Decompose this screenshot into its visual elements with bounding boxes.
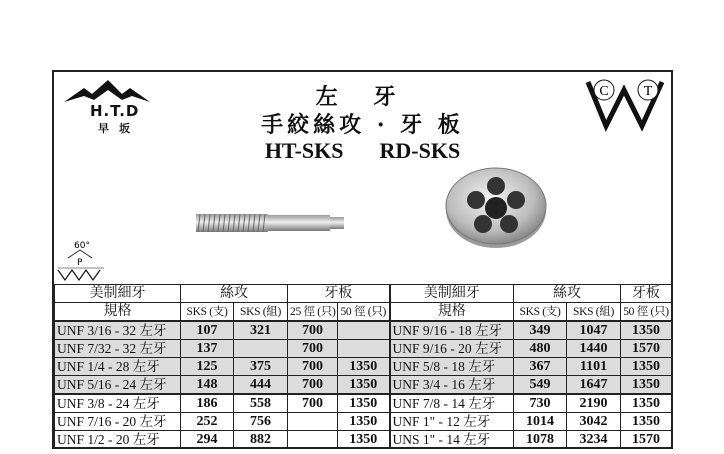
ctw-logo [584,76,668,132]
table-row [55,431,672,449]
size-table [54,284,672,449]
cell: 349 [514,321,567,340]
table-row [55,394,672,413]
cell: UNF 9/16 - 20 左牙 [390,340,514,358]
cell: UNF 9/16 - 18 左牙 [390,321,514,340]
right-col1-header: SKS (支) [514,303,567,322]
brand-sub: 早坂 [98,122,140,135]
cell: 700 [288,394,338,413]
die-code: RD-SKS [379,138,461,163]
thread-profile-icon [56,236,106,286]
table-row [55,376,672,395]
cell: 1350 [621,321,672,340]
cell: 700 [288,376,338,395]
cell: 558 [234,394,288,413]
cell: 730 [514,394,567,413]
cell: UNF 3/8 - 24 左牙 [55,394,181,413]
cell: 1101 [567,358,621,376]
brand-name: H.T.D [90,102,140,120]
cell: 125 [181,358,234,376]
cell: 1350 [338,394,390,413]
right-tap-header: 絲攻 [514,285,621,303]
cell: 1014 [514,413,567,431]
cell: 294 [181,431,234,449]
header-row-2 [55,303,672,322]
cell: UNF 1/2 - 20 左牙 [55,431,181,449]
left-col2-header: SKS (組) [234,303,288,322]
left-col1-header: SKS (支) [181,303,234,322]
cell: 882 [234,431,288,449]
cell: 3234 [567,431,621,449]
cell: 444 [234,376,288,395]
cell: UNF 3/4 - 16 左牙 [390,376,514,395]
table-row [55,358,672,376]
cell: 321 [234,321,288,340]
cell [288,413,338,431]
thread-angle: 60° [74,241,90,251]
right-die-header: 牙板 [621,285,672,303]
tap-code: HT-SKS [264,138,344,163]
left-col4-header: 50 徑 (只) [338,303,390,322]
cell: 367 [514,358,567,376]
cell: 3042 [567,413,621,431]
header [54,72,671,284]
left-col3-header: 25 徑 (只) [288,303,338,322]
cell: 1350 [621,358,672,376]
ctw-t: T [643,84,653,99]
cell: 480 [514,340,567,358]
right-col2-header: SKS (組) [567,303,621,322]
cell: UNF 7/16 - 20 左牙 [55,413,181,431]
cell: 549 [514,376,567,395]
cell: 1440 [567,340,621,358]
table-row [55,413,672,431]
catalog-sheet [52,70,673,449]
title-line-1: 左 牙 [315,84,410,110]
table-row [55,340,672,358]
thread-pitch: P [77,258,83,268]
cell [234,340,288,358]
cell: UNF 5/8 - 18 左牙 [390,358,514,376]
cell: 1570 [621,431,672,449]
cell: 137 [181,340,234,358]
cell: 700 [288,340,338,358]
cell: 1350 [621,376,672,395]
cell: 148 [181,376,234,395]
cell: 1350 [338,431,390,449]
cell: 1350 [621,394,672,413]
die-illustration [442,164,550,254]
cell [338,321,390,340]
cell: UNF 1/4 - 28 左牙 [55,358,181,376]
left-die-header: 牙板 [288,285,390,303]
left-tap-header: 絲攻 [181,285,288,303]
right-col3-header: 50 徑 (只) [621,303,672,322]
cell: 1350 [338,358,390,376]
title-line-2: 手絞絲攻 · 牙 板 [261,112,464,138]
ctw-c: C [599,84,609,99]
cell: 186 [181,394,234,413]
cell: 107 [181,321,234,340]
cell: 1570 [621,340,672,358]
cell: 1647 [567,376,621,395]
cell: 1078 [514,431,567,449]
left-spec-header: 美制細牙 [55,285,181,303]
cell: UNS 1" - 14 左牙 [390,431,514,449]
cell: 700 [288,321,338,340]
header-row-1 [55,285,672,303]
cell: UNF 7/32 - 32 左牙 [55,340,181,358]
cell [338,340,390,358]
right-spec-header: 美制細牙 [390,285,514,303]
cell: UNF 1" - 12 左牙 [390,413,514,431]
cell [288,431,338,449]
cell: 375 [234,358,288,376]
cell: 756 [234,413,288,431]
cell: 700 [288,358,338,376]
cell: 1350 [338,376,390,395]
left-spec-sub: 規格 [55,303,181,322]
cell: 2190 [567,394,621,413]
tap-illustration [196,212,346,240]
product-codes [54,138,671,164]
cell: 1047 [567,321,621,340]
cell: UNF 7/8 - 14 左牙 [390,394,514,413]
cell: 1350 [338,413,390,431]
cell: UNF 3/16 - 32 左牙 [55,321,181,340]
cell: 1350 [621,413,672,431]
cell: UNF 5/16 - 24 左牙 [55,376,181,395]
cell: 252 [181,413,234,431]
table-row [55,321,672,340]
right-spec-sub: 規格 [390,303,514,322]
